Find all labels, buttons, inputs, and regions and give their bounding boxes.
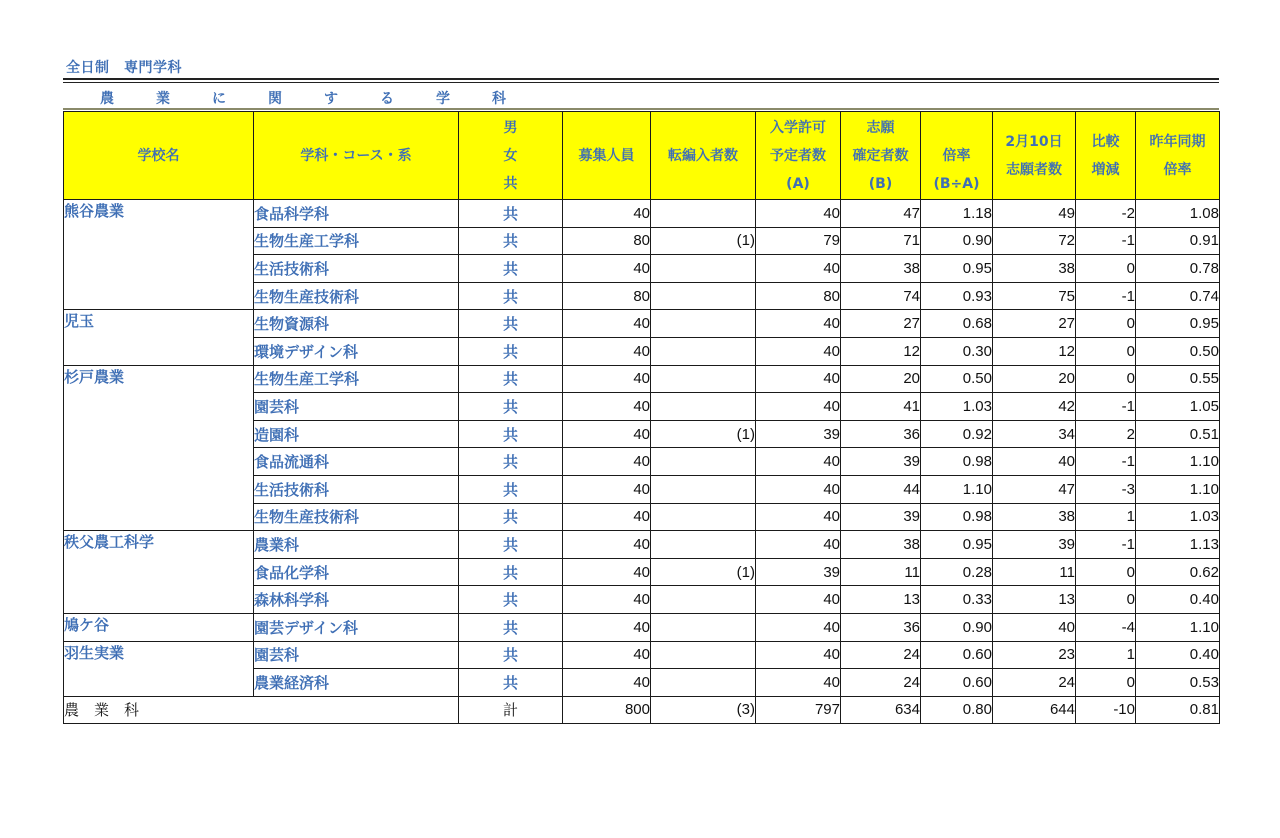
cell-last-year: 0.53: [1136, 669, 1220, 697]
cell-transfer: (1): [651, 558, 756, 586]
cell-capacity: 40: [563, 365, 651, 393]
cell-diff: 0: [1076, 365, 1136, 393]
cell-applicants: 44: [841, 475, 921, 503]
table-row: [64, 613, 1220, 641]
cell-last-year: 1.08: [1136, 200, 1220, 228]
cell-diff: 0: [1076, 669, 1136, 697]
course-name: 森林科学科: [254, 586, 459, 614]
cell-last-year: 1.10: [1136, 475, 1220, 503]
course-name: 環境デザイン科: [254, 337, 459, 365]
cell-last-year: 0.50: [1136, 337, 1220, 365]
header-feb10: 2月10日 志願者数: [993, 112, 1076, 200]
total-applicants: 634: [841, 696, 921, 724]
total-admit: 797: [756, 696, 841, 724]
cell-admit: 40: [756, 365, 841, 393]
cell-transfer: [651, 503, 756, 531]
cell-diff: -1: [1076, 393, 1136, 421]
cell-applicants: 38: [841, 531, 921, 559]
cell-applicants: 24: [841, 641, 921, 669]
cell-feb10: 49: [993, 200, 1076, 228]
course-name: 農業経済科: [254, 669, 459, 697]
cell-capacity: 40: [563, 641, 651, 669]
gender-type: 共: [459, 365, 563, 393]
cell-applicants: 20: [841, 365, 921, 393]
total-diff: -10: [1076, 696, 1136, 724]
double-divider: [63, 78, 1219, 83]
gender-type: 共: [459, 310, 563, 338]
cell-applicants: 24: [841, 669, 921, 697]
course-name: 農業科: [254, 531, 459, 559]
course-name: 生物生産技術科: [254, 282, 459, 310]
cell-admit: 40: [756, 586, 841, 614]
gender-type: 共: [459, 641, 563, 669]
cell-feb10: 34: [993, 420, 1076, 448]
cell-ratio: 0.90: [921, 227, 993, 255]
header-transfer: 転編入者数: [651, 112, 756, 200]
cell-ratio: 1.10: [921, 475, 993, 503]
gender-type: 共: [459, 420, 563, 448]
cell-diff: 2: [1076, 420, 1136, 448]
cell-capacity: 40: [563, 448, 651, 476]
total-feb10: 644: [993, 696, 1076, 724]
cell-capacity: 40: [563, 531, 651, 559]
cell-last-year: 0.40: [1136, 641, 1220, 669]
cell-ratio: 0.28: [921, 558, 993, 586]
gender-type: 共: [459, 282, 563, 310]
cell-last-year: 0.55: [1136, 365, 1220, 393]
cell-ratio: 0.60: [921, 641, 993, 669]
cell-transfer: [651, 393, 756, 421]
cell-ratio: 0.98: [921, 503, 993, 531]
cell-admit: 40: [756, 475, 841, 503]
cell-capacity: 80: [563, 282, 651, 310]
cell-capacity: 40: [563, 337, 651, 365]
course-name: 食品化学科: [254, 558, 459, 586]
gender-type: 共: [459, 503, 563, 531]
total-transfer: (3): [651, 696, 756, 724]
cell-last-year: 0.78: [1136, 255, 1220, 283]
cell-transfer: (1): [651, 227, 756, 255]
cell-last-year: 0.62: [1136, 558, 1220, 586]
cell-ratio: 1.18: [921, 200, 993, 228]
cell-diff: -1: [1076, 448, 1136, 476]
cell-ratio: 0.33: [921, 586, 993, 614]
cell-applicants: 71: [841, 227, 921, 255]
gender-type: 共: [459, 393, 563, 421]
cell-feb10: 75: [993, 282, 1076, 310]
cell-admit: 40: [756, 200, 841, 228]
cell-feb10: 38: [993, 503, 1076, 531]
table-row: [64, 365, 1220, 393]
cell-admit: 39: [756, 420, 841, 448]
cell-capacity: 80: [563, 227, 651, 255]
cell-applicants: 36: [841, 613, 921, 641]
cell-capacity: 40: [563, 420, 651, 448]
table-row: [64, 641, 1220, 669]
cell-last-year: 1.10: [1136, 448, 1220, 476]
cell-applicants: 74: [841, 282, 921, 310]
cell-applicants: 38: [841, 255, 921, 283]
cell-diff: -3: [1076, 475, 1136, 503]
cell-admit: 40: [756, 613, 841, 641]
cell-ratio: 1.03: [921, 393, 993, 421]
cell-capacity: 40: [563, 613, 651, 641]
header-school: 学校名: [64, 112, 254, 200]
course-name: 生物生産工学科: [254, 227, 459, 255]
cell-capacity: 40: [563, 310, 651, 338]
header-diff: 比較 増減: [1076, 112, 1136, 200]
gender-type: 共: [459, 586, 563, 614]
cell-ratio: 0.30: [921, 337, 993, 365]
course-name: 生物生産技術科: [254, 503, 459, 531]
cell-transfer: [651, 448, 756, 476]
school-name: 鳩ケ谷: [64, 613, 254, 641]
cell-feb10: 40: [993, 448, 1076, 476]
cell-last-year: 0.74: [1136, 282, 1220, 310]
course-name: 生物生産工学科: [254, 365, 459, 393]
cell-ratio: 0.60: [921, 669, 993, 697]
cell-diff: 1: [1076, 503, 1136, 531]
course-name: 園芸科: [254, 393, 459, 421]
course-name: 園芸デザイン科: [254, 613, 459, 641]
cell-feb10: 38: [993, 255, 1076, 283]
table-row: [64, 531, 1220, 559]
cell-diff: 0: [1076, 255, 1136, 283]
gender-type: 共: [459, 531, 563, 559]
cell-admit: 40: [756, 310, 841, 338]
cell-capacity: 40: [563, 393, 651, 421]
cell-last-year: 0.91: [1136, 227, 1220, 255]
cell-feb10: 13: [993, 586, 1076, 614]
cell-feb10: 72: [993, 227, 1076, 255]
header-applicants: 志願 確定者数 (B): [841, 112, 921, 200]
cell-last-year: 1.10: [1136, 613, 1220, 641]
course-name: 生活技術科: [254, 255, 459, 283]
cell-diff: -4: [1076, 613, 1136, 641]
cell-last-year: 0.95: [1136, 310, 1220, 338]
table-row: [64, 200, 1220, 228]
cell-last-year: 0.40: [1136, 586, 1220, 614]
gender-type: 共: [459, 200, 563, 228]
cell-diff: 0: [1076, 558, 1136, 586]
total-last-year: 0.81: [1136, 696, 1220, 724]
cell-diff: 0: [1076, 337, 1136, 365]
cell-applicants: 39: [841, 448, 921, 476]
page-title: 全日制 専門学科: [66, 60, 182, 76]
cell-diff: -1: [1076, 531, 1136, 559]
cell-ratio: 0.95: [921, 531, 993, 559]
school-name: 秩父農工科学: [64, 531, 254, 614]
cell-feb10: 11: [993, 558, 1076, 586]
cell-transfer: (1): [651, 420, 756, 448]
cell-applicants: 39: [841, 503, 921, 531]
cell-transfer: [651, 310, 756, 338]
cell-diff: 0: [1076, 310, 1136, 338]
cell-last-year: 1.05: [1136, 393, 1220, 421]
gender-type: 共: [459, 227, 563, 255]
cell-transfer: [651, 669, 756, 697]
gender-type: 共: [459, 613, 563, 641]
cell-diff: -1: [1076, 282, 1136, 310]
cell-last-year: 1.03: [1136, 503, 1220, 531]
gender-type: 共: [459, 669, 563, 697]
cell-admit: 39: [756, 558, 841, 586]
cell-transfer: [651, 282, 756, 310]
cell-feb10: 12: [993, 337, 1076, 365]
cell-capacity: 40: [563, 200, 651, 228]
gender-type: 共: [459, 255, 563, 283]
cell-applicants: 11: [841, 558, 921, 586]
table-row: [64, 310, 1220, 338]
gender-type: 共: [459, 475, 563, 503]
cell-feb10: 39: [993, 531, 1076, 559]
total-row: [64, 696, 1220, 724]
cell-transfer: [651, 337, 756, 365]
cell-ratio: 0.95: [921, 255, 993, 283]
cell-admit: 40: [756, 337, 841, 365]
course-name: 造園科: [254, 420, 459, 448]
course-name: 食品流通科: [254, 448, 459, 476]
cell-applicants: 13: [841, 586, 921, 614]
cell-transfer: [651, 586, 756, 614]
header-capacity: 募集人員: [563, 112, 651, 200]
cell-feb10: 47: [993, 475, 1076, 503]
total-capacity: 800: [563, 696, 651, 724]
cell-transfer: [651, 613, 756, 641]
school-name: 熊谷農業: [64, 200, 254, 310]
cell-transfer: [651, 365, 756, 393]
cell-transfer: [651, 475, 756, 503]
cell-applicants: 12: [841, 337, 921, 365]
cell-capacity: 40: [563, 255, 651, 283]
cell-transfer: [651, 641, 756, 669]
school-name: 杉戸農業: [64, 365, 254, 531]
cell-applicants: 36: [841, 420, 921, 448]
cell-ratio: 0.92: [921, 420, 993, 448]
cell-applicants: 27: [841, 310, 921, 338]
cell-capacity: 40: [563, 475, 651, 503]
cell-feb10: 42: [993, 393, 1076, 421]
cell-admit: 40: [756, 669, 841, 697]
header-ratio: 倍率 (B÷A): [921, 112, 993, 200]
total-label: 農 業 科: [64, 696, 459, 724]
cell-admit: 80: [756, 282, 841, 310]
cell-ratio: 0.98: [921, 448, 993, 476]
cell-capacity: 40: [563, 558, 651, 586]
cell-ratio: 0.68: [921, 310, 993, 338]
cell-capacity: 40: [563, 669, 651, 697]
course-name: 生物資源科: [254, 310, 459, 338]
cell-admit: 40: [756, 255, 841, 283]
cell-feb10: 27: [993, 310, 1076, 338]
cell-applicants: 41: [841, 393, 921, 421]
cell-feb10: 23: [993, 641, 1076, 669]
cell-transfer: [651, 255, 756, 283]
gender-type: 共: [459, 558, 563, 586]
gender-type: 共: [459, 337, 563, 365]
cell-admit: 40: [756, 531, 841, 559]
cell-ratio: 0.50: [921, 365, 993, 393]
cell-admit: 40: [756, 503, 841, 531]
header-row: [64, 112, 1220, 200]
cell-transfer: [651, 531, 756, 559]
cell-ratio: 0.93: [921, 282, 993, 310]
school-name: 羽生実業: [64, 641, 254, 696]
cell-capacity: 40: [563, 586, 651, 614]
total-kei: 計: [459, 696, 563, 724]
cell-last-year: 1.13: [1136, 531, 1220, 559]
header-admit: 入学許可 予定者数 (A): [756, 112, 841, 200]
cell-applicants: 47: [841, 200, 921, 228]
cell-last-year: 0.51: [1136, 420, 1220, 448]
cell-diff: 0: [1076, 586, 1136, 614]
school-name: 児玉: [64, 310, 254, 365]
total-ratio: 0.80: [921, 696, 993, 724]
course-name: 生活技術科: [254, 475, 459, 503]
cell-admit: 40: [756, 641, 841, 669]
cell-transfer: [651, 200, 756, 228]
course-name: 園芸科: [254, 641, 459, 669]
cell-diff: 1: [1076, 641, 1136, 669]
cell-feb10: 20: [993, 365, 1076, 393]
cell-admit: 79: [756, 227, 841, 255]
cell-admit: 40: [756, 393, 841, 421]
cell-admit: 40: [756, 448, 841, 476]
cell-diff: -1: [1076, 227, 1136, 255]
cell-feb10: 40: [993, 613, 1076, 641]
header-last-year: 昨年同期 倍率: [1136, 112, 1220, 200]
cell-diff: -2: [1076, 200, 1136, 228]
admissions-table: [63, 111, 1220, 724]
table-top-rule: [63, 108, 1219, 110]
header-course: 学科・コース・系: [254, 112, 459, 200]
cell-capacity: 40: [563, 503, 651, 531]
header-gender: 男 女 共: [459, 112, 563, 200]
gender-type: 共: [459, 448, 563, 476]
cell-feb10: 24: [993, 669, 1076, 697]
cell-ratio: 0.90: [921, 613, 993, 641]
course-name: 食品科学科: [254, 200, 459, 228]
section-subtitle: 農 業 に 関 す る 学 科: [100, 91, 506, 107]
